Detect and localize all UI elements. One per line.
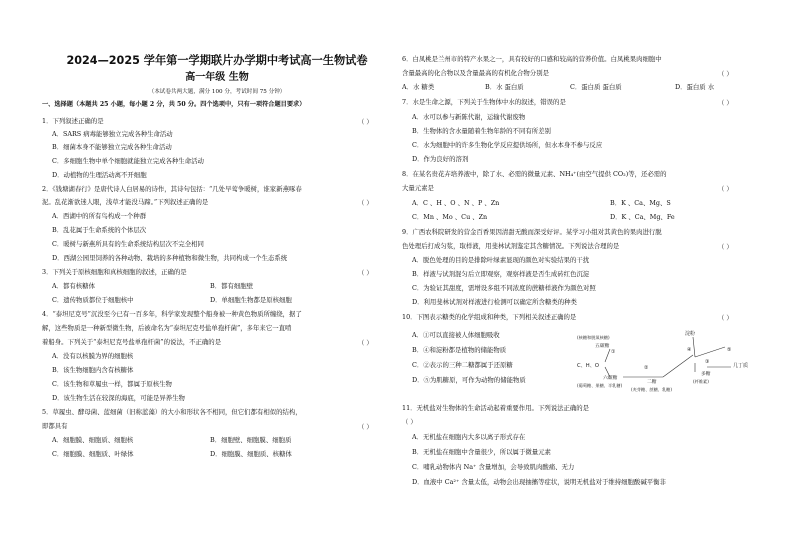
q4-stem-2: 解，这些物质是一种新型微生物，后被命名为“泰坦尼克号盐单孢杆菌”，多年来它一直啃 — [42, 324, 292, 332]
q5-option-c: C．细胞膜、细胞质、叶绿体 — [52, 450, 134, 458]
exam-title: 2024—2025 学年第一学期联片办学期中考试高一生物试卷 — [66, 54, 368, 67]
q6-stem-2: 含量最高的化合物以及含量最高的有机化合物分别是 — [402, 69, 549, 77]
q8-option-b: B．K 、Ca、Mg、S — [610, 199, 671, 207]
q4-stem-3: 着船身。下列关于“泰坦尼克号盐单孢杆菌”的说法，不正确的是 — [42, 338, 222, 346]
polysaccharide-label: 多糖 — [701, 372, 711, 377]
q9-answer-paren: （ ） — [718, 243, 733, 251]
q11-option-a: A．无机盐在细胞内大多以离子形式存在 — [412, 433, 526, 441]
q5-option-d: D．细胞膜、细胞质、核糖体 — [210, 450, 292, 458]
arrow-disaccharide-to-polysaccharide — [663, 355, 693, 377]
q11-option-c: C．哺乳动物体内 Na⁺ 含量增加，会导致肌肉酸痛、无力 — [412, 463, 575, 471]
q8-option-d: D．K 、Ca、Mg、Fe — [610, 213, 675, 221]
q7-option-a: A．水可以参与新陈代谢，运输代谢废物 — [412, 113, 526, 121]
q1-stem: 1．下列叙述正确的是 — [42, 117, 104, 125]
arrow-chem-to-pentose — [605, 349, 610, 362]
q8-stem-2: 大量元素是 — [402, 184, 434, 192]
section-heading: 一、选择题（本题共 25 小题，每小题 2 分，共 50 分。四个选项中，只有一项符合题目要求） — [42, 101, 306, 108]
q5-stem-1: 5．草履虫、酵母菌、蓝细菌（旧称蓝藻）的大小和形状各不相同，但它们都有相似的结构， — [42, 408, 302, 416]
num3: ③ — [705, 359, 710, 365]
q5-stem-2: 即都具有 — [42, 422, 68, 430]
q3-option-a: A．都有核糖体 — [52, 282, 95, 290]
polysaccharide-types: (纤维素) — [693, 379, 709, 384]
q7-option-d: D．作为良好的溶剂 — [412, 155, 469, 163]
q1-option-a: A．SARS 病毒能够独立完成各种生命活动 — [52, 130, 173, 138]
q3-answer-paren: （ ） — [358, 269, 373, 277]
q2-option-c: C．暖树与新燕所具有的生命系统结构层次不完全相同 — [52, 240, 204, 248]
q3-option-d: D．单细胞生物都是原核细胞 — [210, 296, 292, 304]
hexose-label: 六碳糖 — [603, 376, 618, 381]
q11-option-b: B．无机盐在细胞中含量很少，所以属于微量元素 — [412, 448, 551, 456]
q4-stem-1: 4．“泰坦尼克号”沉没至今已有一百多年，科学家发现整个船身被一种黄色物质所缠绕，据了 — [42, 310, 302, 318]
q4-option-c: C．该生物和草履虫一样，都属于原核生物 — [52, 380, 172, 388]
q4-option-d: D．该生物生活在较深的海底，可能是异养生物 — [52, 394, 185, 402]
q2-answer-paren: （ ） — [358, 199, 373, 207]
q10-answer-paren: （ ） — [718, 314, 733, 322]
q9-option-a: A．脱色处理的目的是排除叶绿素显现的颜色对实验结果的干扰 — [412, 256, 590, 264]
q5-option-b: B．细胞壁、细胞膜、细胞质 — [210, 436, 292, 444]
q7-option-b: B．生物体的含水量随着生物年龄的不同有所差别 — [412, 127, 551, 135]
sugar-classification-diagram — [575, 327, 785, 399]
q9-option-c: C．为验证其甜度，需增设多组不同浓度的蔗糖样液作为颜色对照 — [412, 284, 596, 292]
q3-option-c: C．遗传物质都位于细胞核中 — [52, 296, 134, 304]
q2-stem-1: 2．《钱塘湖春行》是唐代诗人白居易的诗作，其诗句包括：“几处早莺争暖树，谁家新燕啄春 — [42, 185, 302, 193]
num5: ⑤ — [727, 347, 732, 353]
q5-answer-paren: （ ） — [358, 423, 373, 431]
q3-stem: 3．下列关于原核细胞和真核细胞的叙述，正确的是 — [42, 268, 187, 276]
exam-note: （本试卷共两大题，满分 100 分，考试时间 75 分钟） — [148, 89, 286, 95]
q11-option-d: D．血液中 Ca²⁺ 含量太低，动物会出现抽搐等症状，说明无机盐对于维持细胞酸碱平衡非 — [412, 478, 666, 486]
disaccharide-types: (麦芽糖、蔗糖、乳糖) — [631, 387, 672, 392]
disaccharide-label: 二糖 — [647, 380, 657, 385]
q10-option-a: A．①可以直接被人体细胞吸收 — [412, 331, 500, 339]
q6-option-b: B．水 蛋白质 — [485, 83, 524, 91]
q9-option-d: D．利用斐林试剂对样液进行检测可以确定所含糖类的种类 — [412, 298, 577, 306]
num4: ④ — [687, 347, 692, 353]
q6-option-a: A．水 糖类 — [402, 83, 435, 91]
q1-option-c: C．多细胞生物中单个细胞就能独立完成各种生命活动 — [52, 157, 204, 165]
exam-subtitle: 高一年级 生物 — [185, 72, 249, 83]
q11-answer-paren: （ ） — [402, 418, 417, 426]
q2-stem-2: 泥。乱花渐欲迷人眼，浅草才能没马蹄。”下列叙述正确的是 — [42, 198, 209, 206]
q6-option-c: C．蛋白质 蛋白质 — [570, 83, 622, 91]
q10-option-c: C．②表示的三种二糖都属于还原糖 — [412, 361, 513, 369]
q10-option-d: D．⑤为肌糖原，可作为动物的储能物质 — [412, 376, 526, 384]
q8-answer-paren: （ ） — [718, 185, 733, 193]
num2: ② — [644, 365, 649, 371]
q8-option-a: A．C 、H 、O 、N 、P 、Zn — [412, 199, 500, 207]
q9-option-b: B．样液与试剂混匀后立即观察，观察样液是否生成砖红色沉淀 — [412, 270, 590, 278]
q8-stem-1: 8．在某名贵花卉培养液中，除了水、必需的微量元素、NH₄⁺(由空气提供 CO₂)等，还必需的 — [402, 170, 667, 178]
pentose-label: 五碳糖 — [595, 344, 610, 349]
q6-option-d: D．蛋白质 水 — [675, 83, 715, 91]
q2-option-b: B．乱花属于生命系统的个体层次 — [52, 226, 147, 234]
chem-label: C、H、O — [577, 363, 599, 369]
deoxyribose-label: (核糖和脱氧核糖) — [577, 335, 610, 340]
q3-option-b: B．都有细胞壁 — [210, 282, 254, 290]
q9-stem-1: 9．广西农科院研发的营金百香果因清甜无酸而深受好评。某学习小组对其黄色的果肉进行脱 — [402, 228, 662, 236]
q6-answer-paren: （ ） — [718, 70, 733, 78]
q4-option-b: B．该生物细胞内含有核糖体 — [52, 366, 134, 374]
hexose-types: (葡萄糖、果糖、半乳糖) — [577, 383, 623, 388]
q6-stem-1: 6．白凤桃是兰州市的特产水果之一，具有较好的口感和较高的营养价值。白凤桃果肉细胞中 — [402, 55, 662, 63]
q9-stem-2: 色处理后打成匀浆，取样液，用斐林试剂鉴定其含糖情况。下列说法合理的是 — [402, 242, 620, 250]
chitin-label: 几丁质 — [733, 363, 749, 369]
q1-answer-paren: （ ） — [358, 118, 373, 126]
diagram-arrows — [605, 337, 731, 377]
q7-option-c: C．水为细胞中的许多生物化学反应提供场所，但水本身不参与反应 — [412, 141, 603, 149]
arrow-starch-down — [693, 337, 695, 357]
q11-stem: 11．无机盐对生物体的生命活动起着重要作用。下列说法正确的是 — [402, 404, 590, 412]
q1-option-d: D．动植物的生理活动离不开细胞 — [52, 171, 147, 179]
q10-stem: 10．下图表示糖类的化学组成和种类，下列相关叙述正确的是 — [402, 313, 577, 321]
q5-option-a: A．细胞膜、细胞质、细胞核 — [52, 436, 134, 444]
q4-answer-paren: （ ） — [358, 339, 373, 347]
arrow-to-num5 — [695, 347, 725, 357]
q8-option-c: C．Mn 、Mo 、Cu 、Zn — [412, 213, 488, 221]
q4-option-a: A．没有以核膜为界的细胞核 — [52, 352, 134, 360]
q1-option-b: B．细菌本身不能够独立完成各种生命活动 — [52, 143, 172, 151]
q10-option-b: B．④和淀粉都是植物的储能物质 — [412, 346, 507, 354]
q7-stem: 7．水是生命之源，下列关于生物体中水的叙述，错误的是 — [402, 98, 566, 106]
starch-label: 淀粉 — [685, 331, 696, 337]
num1: ① — [611, 349, 616, 355]
q2-option-a: A．西湖中的所有鸟构成一个种群 — [52, 212, 147, 220]
q7-answer-paren: （ ） — [718, 99, 733, 107]
q2-option-d: D．西湖公园里饲养的各种动物、栽培的多种植物和微生物，共同构成一个生态系统 — [52, 254, 288, 262]
